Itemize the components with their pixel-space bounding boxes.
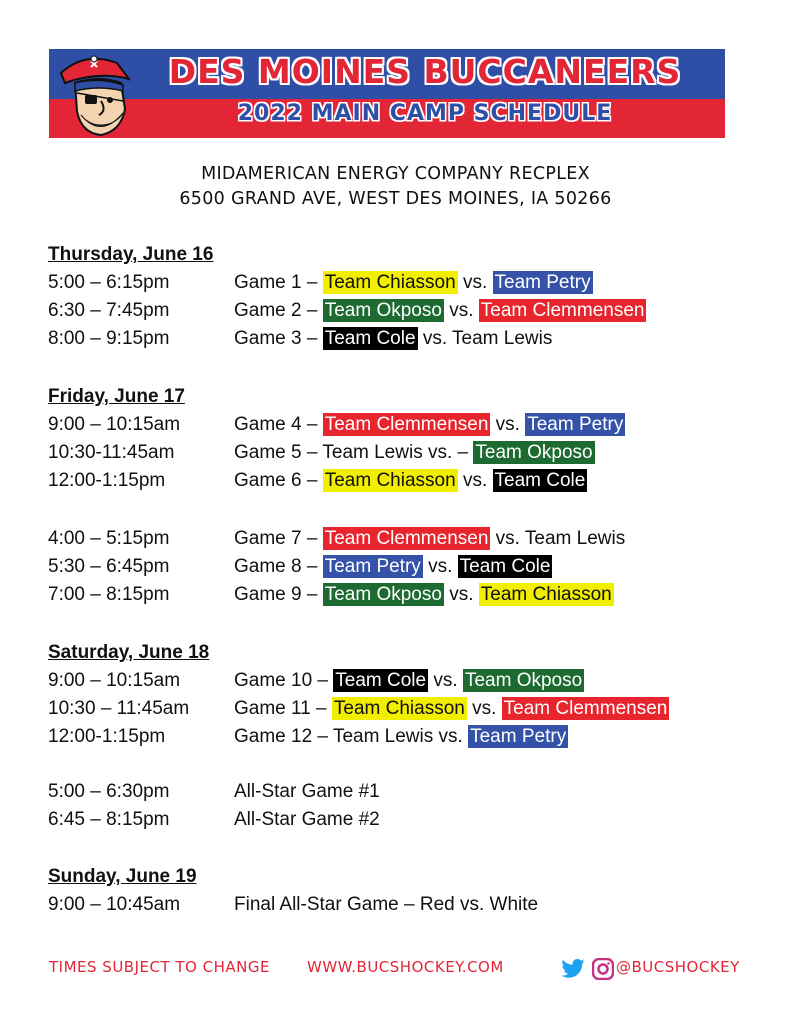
times-notice: TIMES SUBJECT TO CHANGE xyxy=(49,958,270,976)
game-label: Game 2 – xyxy=(234,300,323,321)
game-label: Game 10 – xyxy=(234,670,334,691)
team-petry: Team Petry xyxy=(527,414,624,435)
game-matchup xyxy=(234,698,669,720)
twitter-icon[interactable] xyxy=(560,959,586,980)
vs-separator: vs. xyxy=(422,556,458,577)
vs-separator: vs. xyxy=(433,726,469,747)
team-cole: Team Cole xyxy=(459,556,551,577)
game-label: Game 6 – xyxy=(234,470,323,491)
vs-separator: vs. xyxy=(443,300,479,321)
game-time: 6:30 – 7:45pm xyxy=(48,300,170,321)
game-time: 6:45 – 8:15pm xyxy=(48,809,170,830)
game-time: 5:00 – 6:30pm xyxy=(48,781,170,802)
team-okposo: Team Okposo xyxy=(324,300,442,321)
website-link[interactable]: WWW.BUCSHOCKEY.COM xyxy=(307,958,504,976)
team-petry: Team Petry xyxy=(494,272,591,293)
game-matchup xyxy=(234,272,593,294)
header-banner xyxy=(49,49,725,138)
team-title: DES MOINES BUCCANEERS xyxy=(168,52,682,91)
vs-separator: vs. xyxy=(443,584,479,605)
game-label: Game 11 – xyxy=(234,698,332,719)
game-matchup xyxy=(234,584,614,606)
team-lewis: Team Lewis xyxy=(332,726,434,747)
team-cole: Team Cole xyxy=(335,670,427,691)
game-matchup xyxy=(234,556,552,578)
vs-separator: vs. xyxy=(457,470,493,491)
vs-separator: vs. xyxy=(466,698,502,719)
team-chiasson: Team Chiasson xyxy=(333,698,465,719)
team-lewis: Team Lewis xyxy=(452,328,553,349)
team-clemmensen: Team Clemmensen xyxy=(324,528,489,549)
vs-separator: vs. – xyxy=(422,442,474,463)
day-heading-saturday: Saturday, June 18 xyxy=(48,642,210,663)
game-matchup xyxy=(234,414,625,436)
game-time: 12:00-1:15pm xyxy=(48,726,166,747)
game-time: 10:30-11:45am xyxy=(48,442,175,463)
team-cole: Team Cole xyxy=(324,328,416,349)
team-petry: Team Petry xyxy=(470,726,567,747)
game-time: 7:00 – 8:15pm xyxy=(48,584,170,605)
day-heading-friday: Friday, June 17 xyxy=(48,386,185,407)
venue-address: 6500 GRAND AVE, WEST DES MOINES, IA 50266 xyxy=(179,189,612,209)
team-lewis: Team Lewis xyxy=(524,528,626,549)
team-okposo: Team Okposo xyxy=(324,584,442,605)
game-time: 5:00 – 6:15pm xyxy=(48,272,170,293)
game-time: 4:00 – 5:15pm xyxy=(48,528,170,549)
vs-separator: vs. xyxy=(457,272,493,293)
game-label: Game 8 – xyxy=(234,556,323,577)
team-lewis: Team Lewis xyxy=(322,442,423,463)
team-chiasson: Team Chiasson xyxy=(324,470,456,491)
day-heading-sunday: Sunday, June 19 xyxy=(48,866,197,887)
game-matchup: All-Star Game #2 xyxy=(234,809,380,830)
team-chiasson: Team Chiasson xyxy=(480,584,612,605)
team-okposo: Team Okposo xyxy=(464,670,583,691)
game-matchup xyxy=(234,300,646,322)
team-clemmensen: Team Clemmensen xyxy=(503,698,668,719)
game-matchup xyxy=(234,470,587,492)
team-cole: Team Cole xyxy=(494,470,586,491)
buccaneer-mascot-logo xyxy=(55,49,137,138)
game-time: 12:00-1:15pm xyxy=(48,470,166,491)
game-label: Game 4 – xyxy=(234,414,323,435)
vs-separator: vs. xyxy=(417,328,453,349)
game-matchup: Final All-Star Game – Red vs. White xyxy=(234,894,539,915)
game-label: Game 3 – xyxy=(234,328,323,349)
venue-name: MIDAMERICAN ENERGY COMPANY RECPLEX xyxy=(201,164,590,184)
game-label: Game 7 – xyxy=(234,528,323,549)
game-matchup: All-Star Game #1 xyxy=(234,781,380,802)
game-time: 9:00 – 10:15am xyxy=(48,414,181,435)
schedule-subtitle: 2022 MAIN CAMP SCHEDULE xyxy=(237,101,613,126)
game-matchup xyxy=(234,528,625,550)
instagram-icon[interactable] xyxy=(592,958,614,980)
game-label: Game 1 – xyxy=(234,272,323,293)
game-time: 10:30 – 11:45am xyxy=(48,698,190,719)
game-time: 8:00 – 9:15pm xyxy=(48,328,170,349)
team-chiasson: Team Chiasson xyxy=(324,272,456,293)
game-time: 9:00 – 10:45am xyxy=(48,894,181,915)
game-time: 5:30 – 6:45pm xyxy=(48,556,170,577)
vs-separator: vs. xyxy=(428,670,463,691)
day-heading-thursday: Thursday, June 16 xyxy=(48,244,214,265)
game-matchup xyxy=(234,328,552,350)
team-petry: Team Petry xyxy=(324,556,421,577)
game-time: 9:00 – 10:15am xyxy=(48,670,181,691)
game-label: Game 12 – xyxy=(234,726,333,747)
team-clemmensen: Team Clemmensen xyxy=(324,414,489,435)
game-label: Game 5 – xyxy=(234,442,323,463)
vs-separator: vs. xyxy=(490,414,526,435)
team-okposo: Team Okposo xyxy=(475,442,593,463)
game-matchup xyxy=(234,670,584,692)
vs-separator: vs. xyxy=(490,528,525,549)
game-label: Game 9 – xyxy=(234,584,323,605)
game-matchup xyxy=(234,726,568,748)
social-handle[interactable]: @BUCSHOCKEY xyxy=(616,958,740,976)
game-matchup xyxy=(234,442,595,464)
team-clemmensen: Team Clemmensen xyxy=(480,300,645,321)
